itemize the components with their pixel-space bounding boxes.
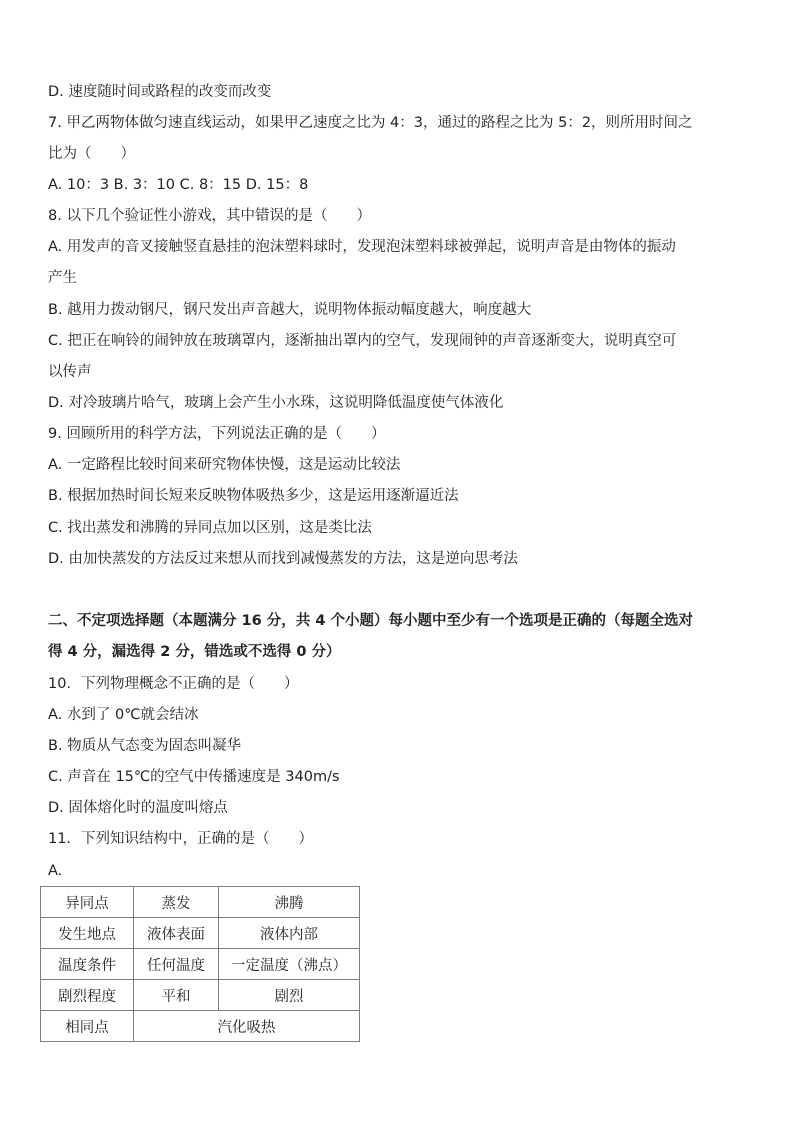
table-header-cell: 异同点 bbox=[41, 887, 134, 918]
q9-option-a: A. 一定路程比较时间来研究物体快慢，这是运动比较法 bbox=[48, 457, 401, 473]
q8-option-a-cont: 产生 bbox=[48, 270, 77, 286]
q10-option-d: D. 固体熔化时的温度叫熔点 bbox=[48, 800, 228, 816]
q8-option-b: B. 越用力拨动钢尺，钢尺发出声音越大，说明物体振动幅度越大，响度越大 bbox=[48, 302, 532, 318]
q8-option-c: C. 把正在响铃的闹钟放在玻璃罩内，逐渐抽出罩内的空气，发现闹钟的声音逐渐变大，说明真空可 bbox=[48, 333, 677, 349]
table-row bbox=[41, 980, 360, 1011]
q7-options: A. 10：3 B. 3：10 C. 8：15 D. 15：8 bbox=[48, 177, 309, 193]
q8-stem: 8. 以下几个验证性小游戏，其中错误的是（ ） bbox=[48, 208, 371, 224]
q10-option-c: C. 声音在 15℃的空气中传播速度是 340m/s bbox=[48, 769, 340, 785]
section-2-heading: 二、不定项选择题（本题满分 16 分，共 4 个小题）每小题中至少有一个选项是正确的（每题全选对 bbox=[48, 613, 693, 629]
table-cell: 剧烈程度 bbox=[41, 980, 134, 1011]
q7-stem: 7. 甲乙两物体做匀速直线运动，如果甲乙速度之比为 4：3，通过的路程之比为 5：2，则所用时间之 bbox=[48, 115, 693, 131]
q7-stem-cont: 比为（ ） bbox=[48, 146, 135, 162]
table-cell: 一定温度（沸点） bbox=[219, 949, 360, 980]
table-row-common bbox=[41, 1011, 360, 1042]
q11-option-a-label: A. bbox=[48, 863, 63, 879]
table-cell: 温度条件 bbox=[41, 949, 134, 980]
q9-option-b: B. 根据加热时间长短来反映物体吸热多少，这是运用逐渐逼近法 bbox=[48, 488, 459, 504]
table-header-row bbox=[41, 887, 360, 918]
table-header-cell: 蒸发 bbox=[134, 887, 219, 918]
q10-option-a: A. 水到了 0℃就会结冰 bbox=[48, 707, 199, 723]
q8-option-a: A. 用发声的音叉接触竖直悬挂的泡沫塑料球时，发现泡沫塑料球被弹起，说明声音是由物体的振动 bbox=[48, 239, 676, 255]
q10-stem: 10．下列物理概念不正确的是（ ） bbox=[48, 676, 299, 692]
q8-option-c-cont: 以传声 bbox=[48, 364, 92, 380]
table-cell: 平和 bbox=[134, 980, 219, 1011]
table-row bbox=[41, 949, 360, 980]
q10-option-b: B. 物质从气态变为固态叫凝华 bbox=[48, 738, 242, 754]
table-cell-merged: 汽化吸热 bbox=[134, 1011, 360, 1042]
table-header-cell: 沸腾 bbox=[219, 887, 360, 918]
q9-stem: 9. 回顾所用的科学方法，下列说法正确的是（ ） bbox=[48, 426, 386, 442]
table-cell: 发生地点 bbox=[41, 918, 134, 949]
table-cell: 剧烈 bbox=[219, 980, 360, 1011]
table-row bbox=[41, 918, 360, 949]
q9-option-c: C. 找出蒸发和沸腾的异同点加以区别，这是类比法 bbox=[48, 520, 372, 536]
q6-option-d: D. 速度随时间或路程的改变而改变 bbox=[48, 84, 272, 100]
table-cell: 液体表面 bbox=[134, 918, 219, 949]
section-2-heading-cont: 得 4 分，漏选得 2 分，错选或不选得 0 分） bbox=[48, 644, 341, 660]
q11-stem: 11．下列知识结构中，正确的是（ ） bbox=[48, 831, 313, 847]
q8-option-d: D. 对冷玻璃片哈气，玻璃上会产生小水珠，这说明降低温度使气体液化 bbox=[48, 395, 504, 411]
q9-option-d: D. 由加快蒸发的方法反过来想从而找到减慢蒸发的方法，这是逆向思考法 bbox=[48, 551, 518, 567]
knowledge-structure-table bbox=[40, 886, 360, 1042]
table-cell: 液体内部 bbox=[219, 918, 360, 949]
table-cell: 相同点 bbox=[41, 1011, 134, 1042]
table-cell: 任何温度 bbox=[134, 949, 219, 980]
